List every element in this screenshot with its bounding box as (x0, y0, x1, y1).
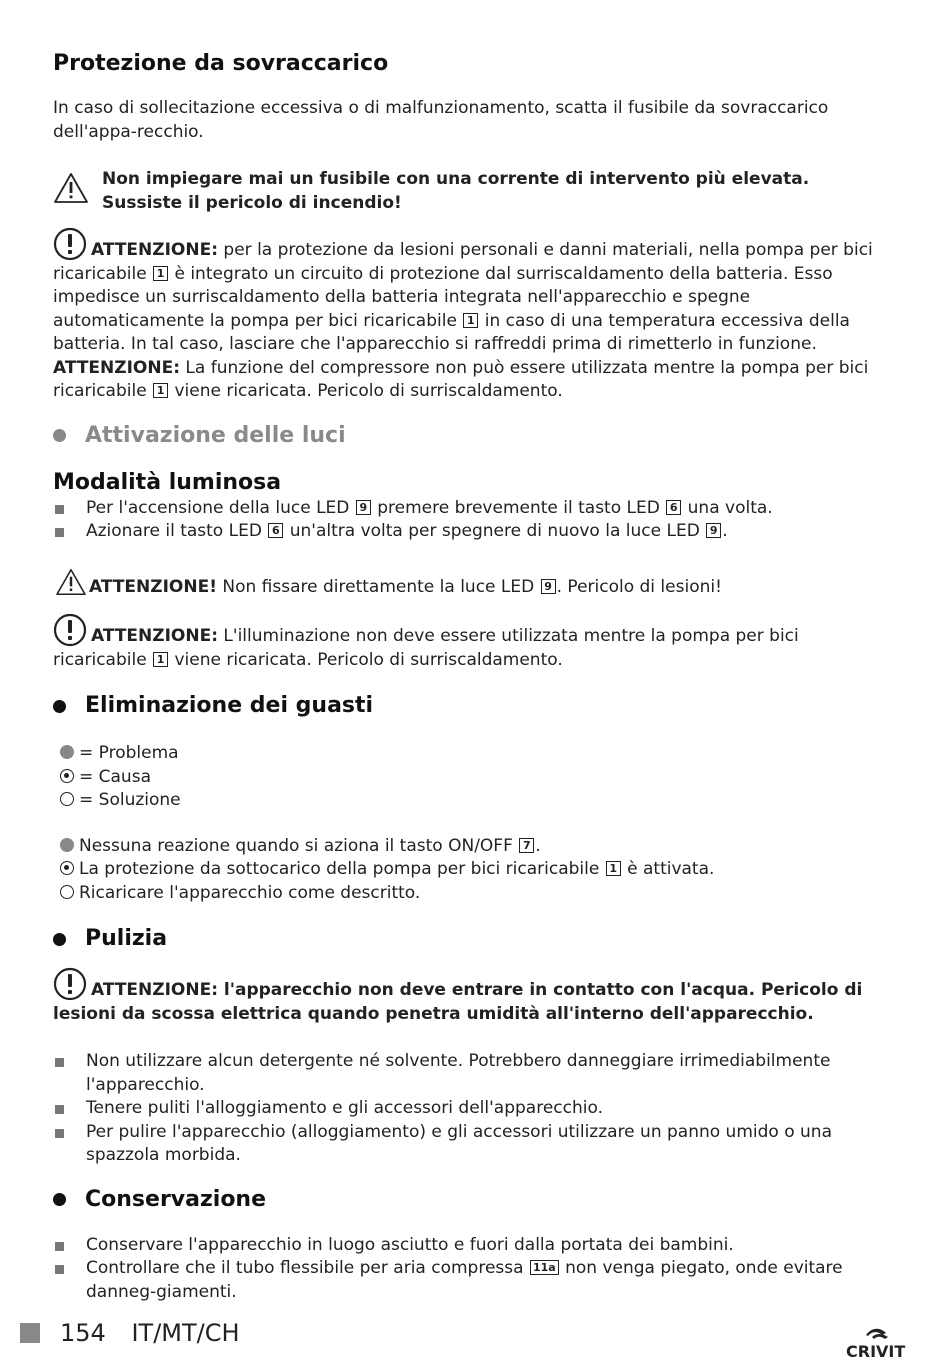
list-item-text: . (722, 521, 728, 541)
legend-cause (53, 766, 895, 790)
section-heading-cleaning (53, 925, 895, 953)
attention-label: ATTENZIONE: (91, 980, 219, 1000)
attention-exclamation-icon (53, 967, 87, 1001)
ref-number: 7 (519, 838, 534, 853)
ref-number: 9 (706, 523, 721, 538)
attention-text: è integrato un circuito di protezione dal surriscaldamento della batteria. Esso impedisce un surriscaldamento della batteria integrata nell'apparecchio e spegne automaticamente la pompa per bici ricaricabile (53, 263, 833, 331)
ref-number: 1 (153, 383, 168, 398)
bullet-dot-icon (53, 933, 66, 946)
warning-label: ATTENZIONE! (89, 576, 217, 597)
warning-triangle-icon (53, 568, 89, 596)
list-item (53, 497, 895, 521)
ref-number: 11a (530, 1260, 559, 1275)
list-item-text: non venga piegato, onde evitare danneg-giamenti. (86, 1258, 843, 1302)
bullet-dot-icon (53, 1193, 66, 1206)
attention-text: in caso di una temperatura eccessiva della batteria. In tal caso, lasciare che l'apparecchio si raffreddi prima di rimetterlo in funzione. (53, 310, 850, 354)
bullet-dot-icon (53, 700, 66, 713)
storage-list (53, 1234, 895, 1305)
footer-marker (20, 1323, 40, 1343)
warning-triangle-icon (53, 172, 89, 204)
problem-symbol-icon (60, 745, 74, 759)
ref-number: 9 (356, 500, 371, 515)
overload-intro: In caso di sollecitazione eccessiva o di malfunzionamento, scatta il fusibile da sovraccarico dell'appa-recchio. (53, 98, 829, 142)
led-warning (53, 568, 895, 600)
lighting-attention (53, 613, 895, 672)
solution-symbol-icon (60, 885, 74, 899)
list-item: Conservare l'apparecchio in luogo asciutto e fuori dalla portata dei bambini. (53, 1234, 895, 1258)
section-title-storage: Conservazione (85, 1186, 267, 1212)
legend-text: = Causa (79, 766, 151, 787)
troubleshooting-entry (53, 835, 895, 906)
legend-problem (53, 742, 895, 766)
cause-text: La protezione da sottocarico della pompa per bici ricaricabile (79, 859, 605, 879)
list-item: Per pulire l'apparecchio (alloggiamento) e gli accessori utilizzare un panno umido o una spazzola morbida. (53, 1121, 895, 1168)
page-number: 154 (60, 1319, 106, 1347)
attention-exclamation-icon (53, 227, 87, 261)
symbol-legend (53, 742, 895, 813)
warning-text: . Pericolo di lesioni! (556, 576, 722, 597)
problem-text: Nessuna reazione quando si aziona il tasto ON/OFF (79, 835, 519, 856)
list-item (53, 520, 895, 544)
subsection-title-light-mode: Modalità luminosa (53, 469, 282, 495)
list-item-text: Azionare il tasto LED (86, 521, 268, 541)
attention-label: ATTENZIONE: (91, 240, 219, 260)
fire-warning (53, 168, 895, 215)
problem-symbol-icon (60, 838, 74, 852)
attention-text: l'apparecchio non deve entrare in contatto con l'acqua. Pericolo di lesioni da scossa elettrica quando penetra umidità all'interno dell'apparecchio. (53, 980, 863, 1024)
attention-text: L'illuminazione non deve essere utilizzata mentre la pompa per bici ricaricabile (53, 626, 799, 670)
list-item: Tenere puliti l'alloggiamento e gli accessori dell'apparecchio. (53, 1097, 895, 1121)
manual-page (53, 50, 895, 1304)
light-mode-list (53, 497, 895, 544)
overheat-attention (53, 227, 895, 357)
attention-text: La funzione del compressore non può essere utilizzata mentre la pompa per bici ricaricabile (53, 357, 869, 401)
section-heading-troubleshooting (53, 692, 895, 720)
legend-text: = Soluzione (79, 790, 181, 810)
bullet-dot-icon (53, 429, 66, 442)
section-title-overload: Protezione da sovraccarico (53, 51, 389, 76)
attention-label: ATTENZIONE: (91, 626, 219, 646)
list-item: Non utilizzare alcun detergente né solvente. Potrebbero danneggiare irrimediabilmente l'apparecchio. (53, 1050, 895, 1097)
solution-text: Ricaricare l'apparecchio come descritto. (79, 882, 421, 903)
list-item-text: una volta. (682, 497, 773, 518)
page-footer (60, 1319, 240, 1347)
ref-number: 1 (606, 861, 621, 876)
crivit-logo-icon (846, 1325, 914, 1359)
solution-line (53, 882, 895, 906)
locale-code: IT/MT/CH (131, 1319, 240, 1347)
legend-solution (53, 789, 895, 813)
section-title-cleaning: Pulizia (85, 926, 168, 951)
ref-number: 1 (463, 313, 478, 328)
logo-text: CRIVIT (846, 1342, 906, 1359)
ref-number: 1 (153, 266, 168, 281)
compressor-attention (53, 357, 895, 404)
cause-symbol-icon (60, 861, 74, 875)
problem-text: . (535, 835, 541, 856)
attention-exclamation-icon (53, 613, 87, 647)
fire-warning-line-1: Non impiegare mai un fusibile con una corrente di intervento più elevata. (102, 169, 810, 189)
ref-number: 6 (268, 523, 283, 538)
list-item-text: premere brevemente il tasto LED (371, 497, 666, 518)
section-title-troubleshooting: Eliminazione dei guasti (85, 693, 374, 718)
list-item-text: Controllare che il tubo flessibile per aria compressa (86, 1258, 529, 1278)
attention-label: ATTENZIONE: (53, 357, 181, 378)
legend-text: = Problema (79, 743, 179, 763)
attention-text: per la protezione da lesioni personali e danni materiali, nella pompa per bici ricaricabile (53, 240, 873, 284)
cleaning-list (53, 1050, 895, 1168)
section-heading-lights (53, 422, 895, 450)
list-item-text: un'altra volta per spegnere di nuovo la luce LED (284, 521, 706, 541)
ref-number: 1 (153, 652, 168, 667)
cause-symbol-icon (60, 769, 74, 783)
problem-line (53, 835, 895, 859)
section-title-lights: Attivazione delle luci (85, 422, 346, 448)
solution-symbol-icon (60, 792, 74, 806)
ref-number: 6 (666, 500, 681, 515)
water-attention (53, 967, 895, 1026)
list-item-text: Per l'accensione della luce LED (86, 497, 355, 518)
ref-number: 9 (541, 579, 556, 594)
attention-text: viene ricaricata. Pericolo di surriscaldamento. (169, 381, 563, 401)
brand-logo (846, 1325, 914, 1359)
attention-text: viene ricaricata. Pericolo di surriscaldamento. (169, 649, 563, 670)
cause-text: è attivata. (621, 859, 715, 879)
cause-line (53, 858, 895, 882)
fire-warning-line-2: Sussiste il pericolo di incendio! (102, 192, 402, 213)
warning-text: Non fissare direttamente la luce LED (216, 576, 540, 597)
list-item (53, 1257, 895, 1304)
section-heading-storage (53, 1186, 895, 1214)
